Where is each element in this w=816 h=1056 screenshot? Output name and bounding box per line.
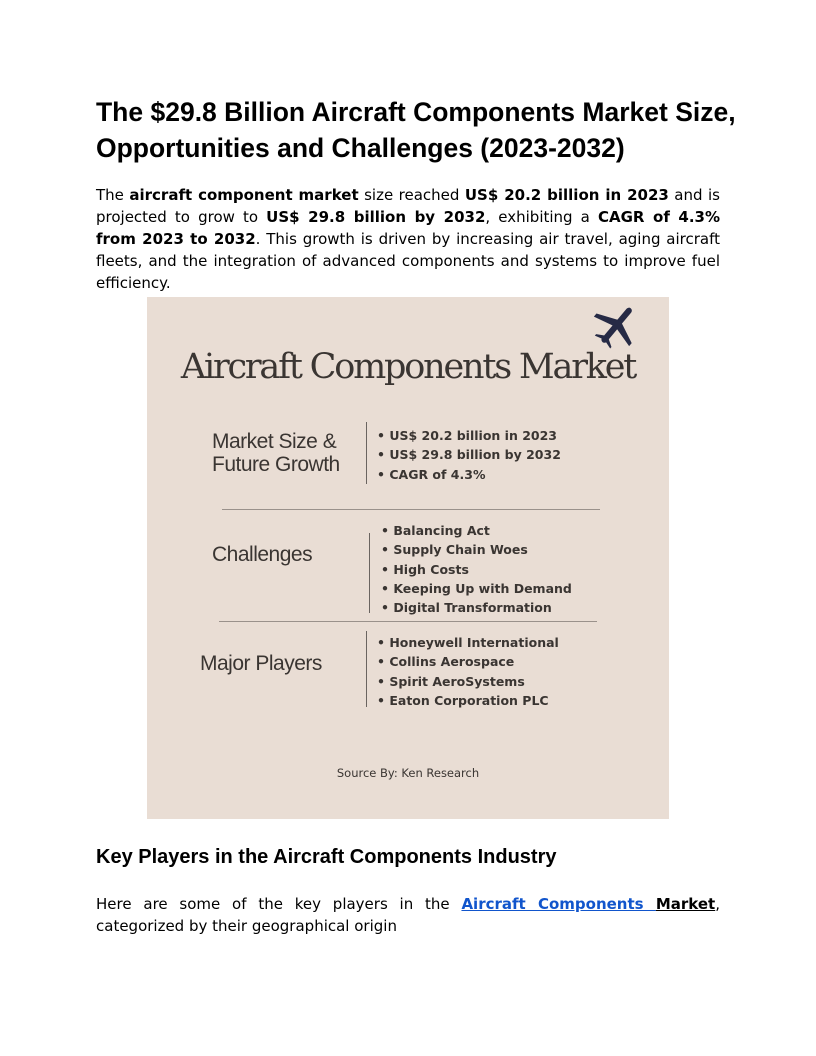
list-item: • Spirit AeroSystems [377, 672, 559, 691]
section-label: Major Players [200, 652, 322, 675]
major-players-list [377, 633, 559, 710]
divider [222, 509, 600, 510]
section-heading: Key Players in the Aircraft Components Industry [96, 846, 557, 868]
infographic-title: Aircraft Components Market [180, 347, 636, 387]
bold-text: aircraft component market [129, 186, 359, 204]
list-item: • CAGR of 4.3% [377, 465, 561, 484]
source-caption: Source By: Ken Research [336, 766, 480, 780]
bold-text: US$ 20.2 billion in 2023 [464, 186, 669, 204]
list-item: • Keeping Up with Demand [381, 579, 572, 598]
list-item: • Supply Chain Woes [381, 540, 572, 559]
list-item: • US$ 29.8 billion by 2032 [377, 445, 561, 464]
bold-text: US$ 29.8 billion by 2032 [266, 208, 486, 226]
text: and is projected to grow to [96, 186, 720, 226]
list-item: • Balancing Act [381, 521, 572, 540]
list-item: • Eaton Corporation PLC [377, 691, 559, 710]
bold-text: Market [655, 895, 716, 913]
page-title: The $29.8 Billion Aircraft Components Market Size, Opportunities and Challenges (2023-2032) [96, 97, 736, 163]
list-item: • High Costs [381, 560, 572, 579]
market-size-list [377, 426, 561, 484]
list-item: • Honeywell International [377, 633, 559, 652]
text: size reached [358, 186, 465, 204]
intro-paragraph [96, 184, 720, 294]
divider [366, 422, 367, 484]
text: The [96, 186, 130, 204]
aircraft-components-link[interactable]: Aircraft Components [461, 895, 656, 913]
list-item: • US$ 20.2 billion in 2023 [377, 426, 561, 445]
divider [369, 533, 370, 613]
text: , categorized by their geographical origin [96, 895, 720, 935]
divider [219, 621, 597, 622]
key-players-paragraph [96, 893, 720, 937]
text: , exhibiting a [485, 208, 598, 226]
list-item: • Digital Transformation [381, 598, 572, 617]
section-label: Market Size & Future Growth [212, 430, 340, 476]
bold-text: CAGR of 4.3% from 2023 to 2032 [96, 208, 721, 248]
text: Here are some of the key players in the [96, 895, 462, 913]
divider [366, 631, 367, 707]
challenges-list [381, 521, 572, 617]
section-label: Challenges [212, 543, 313, 566]
list-item: • Collins Aerospace [377, 652, 559, 671]
text: . This growth is driven by increasing air travel, aging aircraft fleets, and the integration of advanced components and systems to improve fuel efficiency. [96, 230, 720, 292]
airplane-icon [591, 301, 641, 351]
infographic [147, 297, 669, 819]
